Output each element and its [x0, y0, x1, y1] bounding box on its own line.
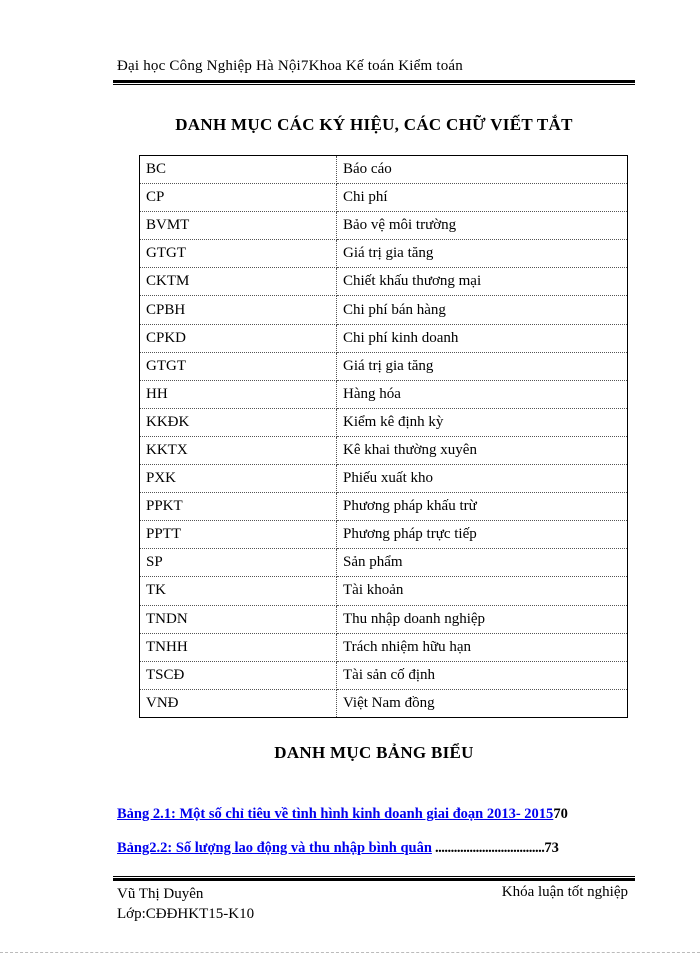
- abbreviation-meaning: Bảo vệ môi trường: [337, 212, 628, 240]
- abbreviation-meaning: Chi phí kinh doanh: [337, 324, 628, 352]
- table-row: [140, 633, 628, 661]
- abbreviation-meaning: Tài khoản: [337, 577, 628, 605]
- footer-author: Vũ Thị Duyên: [117, 886, 204, 902]
- footer-left: [117, 884, 254, 924]
- abbreviation-meaning: Trách nhiệm hữu hạn: [337, 633, 628, 661]
- abbreviation-meaning: Giá trị gia tăng: [337, 352, 628, 380]
- abbreviation-code: TNDN: [140, 605, 337, 633]
- abbreviation-meaning: Hàng hóa: [337, 380, 628, 408]
- abbreviation-code: BVMT: [140, 212, 337, 240]
- table-row: [140, 156, 628, 184]
- abbreviation-meaning: Kiểm kê định kỳ: [337, 408, 628, 436]
- abbreviation-code: HH: [140, 380, 337, 408]
- table-row: [140, 380, 628, 408]
- table-row: [140, 296, 628, 324]
- toc-entry: [117, 806, 633, 823]
- abbreviation-code: SP: [140, 549, 337, 577]
- footer-doc-type: Khóa luận tốt nghiệp: [501, 884, 628, 900]
- table-row: [140, 436, 628, 464]
- abbreviations-title: DANH MỤC CÁC KÝ HIỆU, CÁC CHỮ VIẾT TẮT: [175, 115, 573, 134]
- abbreviation-code: PPTT: [140, 521, 337, 549]
- toc-link-table-2-1[interactable]: Bảng 2.1: Một số chỉ tiêu về tình hình kinh doanh giai đoạn 2013- 2015: [117, 806, 554, 822]
- abbreviation-code: PXK: [140, 465, 337, 493]
- abbreviation-meaning: Thu nhập doanh nghiệp: [337, 605, 628, 633]
- table-row: [140, 465, 628, 493]
- page-break-line: [0, 952, 700, 953]
- abbreviation-code: TK: [140, 577, 337, 605]
- abbreviation-code: PPKT: [140, 493, 337, 521]
- table-row: [140, 268, 628, 296]
- table-row: [140, 689, 628, 717]
- tables-list-title: DANH MỤC BẢNG BIỂU: [274, 743, 474, 762]
- abbreviation-meaning: Chi phí: [337, 184, 628, 212]
- abbreviation-code: TSCĐ: [140, 661, 337, 689]
- table-row: [140, 549, 628, 577]
- abbreviation-meaning: Kê khai thường xuyên: [337, 436, 628, 464]
- table-row: [140, 605, 628, 633]
- table-row: [140, 408, 628, 436]
- toc-page-number: 73: [544, 840, 559, 856]
- footer-rule: [113, 876, 635, 881]
- abbreviation-meaning: Phương pháp trực tiếp: [337, 521, 628, 549]
- table-row: [140, 661, 628, 689]
- table-row: [140, 493, 628, 521]
- abbreviation-meaning: Việt Nam đồng: [343, 694, 435, 711]
- toc-entry: [117, 840, 633, 857]
- table-row: [140, 324, 628, 352]
- abbreviation-meaning: Giá trị gia tăng: [337, 240, 628, 268]
- abbreviation-code: VNĐ: [140, 689, 337, 717]
- abbreviation-code: CP: [140, 184, 337, 212]
- abbreviation-code: CPBH: [140, 296, 337, 324]
- table-row: [140, 352, 628, 380]
- abbreviation-code: GTGT: [140, 240, 337, 268]
- abbreviation-meaning: Chiết khấu thương mại: [337, 268, 628, 296]
- abbreviation-meaning: Phiếu xuất kho: [337, 465, 628, 493]
- abbreviations-table: [139, 155, 628, 718]
- abbreviation-code: KKĐK: [140, 408, 337, 436]
- table-row: [140, 212, 628, 240]
- abbreviation-meaning: Sản phẩm: [337, 549, 628, 577]
- table-row: [140, 521, 628, 549]
- header-rule: [113, 80, 635, 85]
- abbreviation-code: KKTX: [140, 436, 337, 464]
- abbreviation-code: BC: [140, 156, 337, 184]
- abbreviation-meaning: Chi phí bán hàng: [337, 296, 628, 324]
- abbreviation-code: CPKD: [140, 324, 337, 352]
- table-row: [140, 240, 628, 268]
- page-header: Đại học Công Nghiệp Hà Nội7Khoa Kế toán Kiểm toán: [117, 58, 463, 74]
- abbreviation-meaning: Báo cáo: [337, 156, 628, 184]
- abbreviation-meaning: Phương pháp khấu trừ: [337, 493, 628, 521]
- abbreviation-code: TNHH: [140, 633, 337, 661]
- table-row: [140, 184, 628, 212]
- abbreviation-code: GTGT: [140, 352, 337, 380]
- footer-class: Lớp:CĐĐHKT15-K10: [117, 906, 255, 922]
- toc-link-table-2-2[interactable]: Bảng2.2: Số lượng lao động và thu nhập bình quân: [117, 840, 432, 856]
- toc-page-number: 70: [553, 806, 568, 822]
- abbreviation-code: CKTM: [140, 268, 337, 296]
- table-row: [140, 577, 628, 605]
- abbreviation-meaning: Tài sản cố định: [337, 661, 628, 689]
- toc-leader-dots: ...................................: [431, 840, 545, 856]
